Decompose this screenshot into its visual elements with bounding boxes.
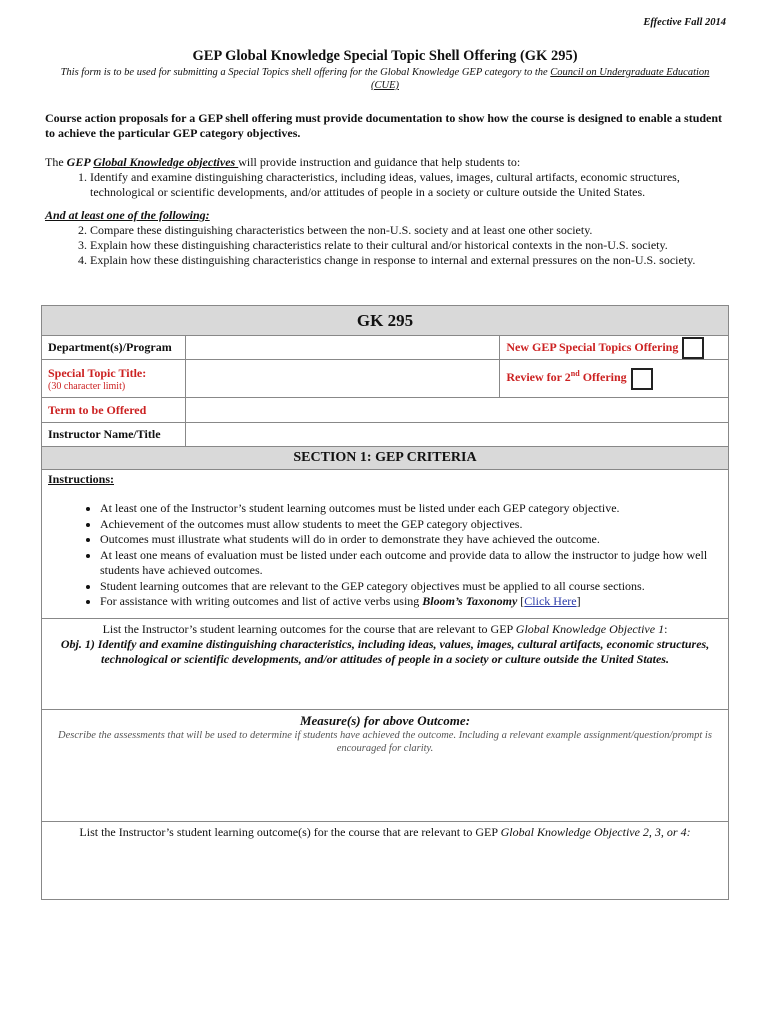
instruction-bullet: • Outcomes must illustrate what students will do in order to demonstrate they have achieved the outcome.	[100, 532, 722, 548]
instruction-bullet: • Student learning outcomes that are relevant to the GEP category objectives must be applied to all course sections.	[100, 579, 722, 595]
char-limit-note: (30 character limit)	[48, 380, 126, 392]
objective234-prompt: List the Instructor’s student learning outcome(s) for the course that are relevant to GEP Global Knowledge Objective 2, 3, or 4:	[79, 824, 691, 839]
objectives-lead: The GEP Global Knowledge objectives will provide instruction and guidance that help students to:	[45, 155, 521, 169]
objective-1: 1. Identify and examine distinguishing characteristics, including ideas, values, images, cultural artifacts, economic structures, technological or scientific developments, and/or attitudes of people in a society or culture outside the United States.	[90, 170, 735, 200]
review-checkbox[interactable]	[631, 368, 653, 390]
gk-heading: GK 295	[42, 306, 729, 336]
following-label: And at least one of the following:	[45, 208, 210, 222]
measure-description: Describe the assessments that will be used to determine if students have achieved the outcome. Including a relevant example assignment/question/prompt is encouraged for clarity.	[58, 729, 712, 754]
new-offering-label: New GEP Special Topics Offering	[506, 339, 679, 354]
term-label: Term to be Offered	[42, 398, 186, 423]
measure-cell[interactable]	[42, 709, 729, 821]
instructions-label: Instructions:	[48, 472, 115, 486]
department-label: Department(s)/Program	[42, 336, 186, 360]
special-topic-cell	[42, 360, 186, 398]
objective234-outcomes-cell[interactable]	[42, 821, 729, 899]
instructions-list	[48, 501, 722, 610]
instruction-bullet: • At least one means of evaluation must be listed under each outcome and provide data to allow the instructor to judge how well students have achieved outcomes.	[100, 548, 722, 579]
effective-date: Effective Fall 2014	[643, 17, 726, 28]
review-label: Review for 2nd Offering	[506, 369, 627, 385]
objective-3: 3. Explain how these distinguishing characteristics relate to their cultural and/or historical contexts in the non-U.S. society.	[90, 238, 735, 253]
instructor-label: Instructor Name/Title	[42, 423, 186, 447]
cue-link[interactable]: Council on Undergraduate Education (CUE)	[371, 67, 710, 91]
global-knowledge-objectives-link[interactable]: Global Knowledge objectives	[93, 155, 239, 169]
gk295-form	[41, 305, 729, 900]
objectives-block	[45, 155, 735, 268]
objective-2: 2. Compare these distinguishing characteristics between the non-U.S. society and at least one other society.	[90, 223, 735, 238]
objective-list-2	[45, 223, 735, 268]
form-subtitle	[50, 66, 720, 92]
objective1-outcomes-cell[interactable]	[42, 618, 729, 709]
department-field[interactable]	[185, 336, 499, 360]
review-cell	[500, 360, 729, 398]
measure-title: Measure(s) for above Outcome:	[299, 712, 471, 728]
objective1-prompt: List the Instructor’s student learning outcomes for the course that are relevant to GEP Global Knowledge Objective 1:	[102, 621, 668, 636]
term-field[interactable]	[185, 398, 728, 423]
form-title: GEP Global Knowledge Special Topic Shell Offering (GK 295)	[192, 48, 578, 64]
instruction-bullet: • Achievement of the outcomes must allow students to meet the GEP category objectives.	[100, 517, 722, 533]
subtitle-text: This form is to be used for submitting a Special Topics shell offering for the Global Knowledge GEP category to the	[60, 67, 551, 78]
objective1-statement: Obj. 1) Identify and examine distinguishing characteristics, including ideas, values, images, cultural artifacts, economic structures, technological or scientific developments, and/or attitudes of people in a society or culture outside the United States.	[60, 636, 710, 666]
section1-heading: SECTION 1: GEP CRITERIA	[42, 447, 729, 470]
instruction-bullet: • At least one of the Instructor’s student learning outcomes must be listed under each GEP category objective.	[100, 501, 722, 517]
objective-4: 4. Explain how these distinguishing characteristics change in response to internal and external pressures on the non-U.S. society.	[90, 253, 735, 268]
instructor-field[interactable]	[185, 423, 728, 447]
new-offering-checkbox[interactable]	[682, 337, 704, 359]
objective-list-1	[45, 170, 735, 200]
instructions-cell	[42, 470, 729, 619]
special-topic-label: Special Topic Title:	[48, 365, 147, 380]
intro-paragraph: Course action proposals for a GEP shell offering must provide documentation to show how the course is designed to enable a student to achieve the particular GEP category objectives.	[45, 111, 723, 140]
instruction-bullet: • For assistance with writing outcomes and list of active verbs using Bloom’s Taxonomy [Click Here]	[100, 594, 722, 610]
click-here-link[interactable]: Click Here	[524, 594, 577, 608]
new-offering-cell	[500, 336, 729, 360]
special-topic-field[interactable]	[185, 360, 499, 398]
